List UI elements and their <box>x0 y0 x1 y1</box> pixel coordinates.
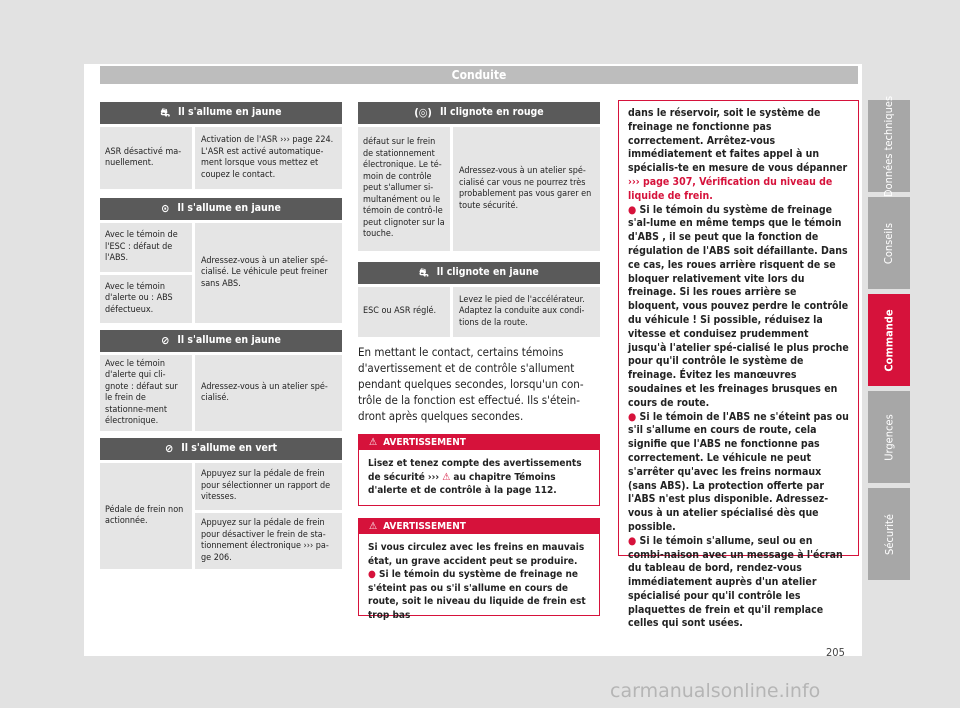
section-header <box>100 66 858 84</box>
table-cell: Pédale de frein non actionnée. <box>100 463 192 569</box>
warning-triangle-icon: ⚠ <box>442 471 451 483</box>
abs-icon: ⊙ <box>161 202 170 216</box>
body-paragraph: En mettant le contact, certains témoins d'avertissement et de contrôle s'allument pendant quelques secondes, lorsqu'un con-trôle de la fonction est effectué. Ils s'étein-dront après quelques secondes. <box>358 345 584 423</box>
table-asr <box>100 102 342 189</box>
table-cell: Avec le témoin d'alerte qui cli-gnote : défaut sur le frein de stationne-ment électronique. <box>100 355 192 431</box>
page-number: 205 <box>826 646 845 659</box>
tab-urgences[interactable]: Urgences <box>868 391 910 483</box>
table-parking-header: ⊘ Il s'allume en jaune <box>100 330 342 352</box>
table-cell: Adressez-vous à un atelier spé-cialisé. <box>195 355 342 431</box>
brake-warning-icon: (◎) <box>414 106 432 120</box>
warning-box-1 <box>358 434 600 506</box>
table-esc <box>358 262 600 337</box>
esc-icon: ⛐ <box>419 266 429 280</box>
table-abs <box>100 198 342 323</box>
table-red-header: (◎) Il clignote en rouge <box>358 102 600 124</box>
warning-text: dans le réservoir, soit le système de freinage ne fonctionne pas correctement. Arrêtez-vous immédiatement et faites appel à un spécialis-te en mesure de vous dépanner <box>628 107 848 175</box>
bullet-icon: ● <box>628 534 637 547</box>
bullet-icon: ● <box>628 410 637 423</box>
table-cell: ESC ou ASR réglé. <box>358 287 450 337</box>
section-title: Conduite <box>451 68 507 82</box>
foot-brake-icon: ⊘ <box>164 442 174 456</box>
table-cell: Appuyez sur la pédale de frein pour désactiver le frein de sta-tionnement électronique ››› pa-ge 206. <box>195 513 342 569</box>
table-cell: Activation de l'ASR ››› page 224. L'ASR est activé automatique-ment lorsque vous mettez et coupez le contact. <box>195 127 342 189</box>
table-cell: Avec le témoin d'alerte ou : ABS défectueux. <box>100 275 192 324</box>
parking-brake-icon: ⊘ <box>161 334 170 348</box>
warning-intro: Si vous circulez avec les freins en mauvais état, un grave accident peut se produire. <box>368 542 585 567</box>
warning-bullet: Si le témoin du système de freinage s'al-lume en même temps que le témoin d'ABS , il se peut que la fonction de régulation de l'ABS soit défaillante. Dans ce cas, les roues arrière risquent de se bloquer relativement vite lors du freinage. Si les roues arrière se bloquent, vous pouvez perdre le contrôle du véhicule ! Si possible, réduisez la vitesse et conduisez prudemment jusqu'à l'atelier spé-cialisé le plus proche pour qu'il contrôle le système de freinage. Évitez les manœuvres soudaines et les freinages brusques en cours de route. <box>628 203 849 409</box>
tab-conseils[interactable]: Conseils <box>868 197 910 289</box>
table-asr-header: ⛐ Il s'allume en jaune <box>100 102 342 124</box>
bullet-icon: ● <box>368 569 376 580</box>
asr-off-icon: ⛐ <box>160 106 170 120</box>
warning-link[interactable]: au chapitre Témoins d'alerte et de contrôle à la page 112. <box>368 471 557 496</box>
table-esc-header: ⛐ Il clignote en jaune <box>358 262 600 284</box>
table-cell: Adressez-vous à un atelier spé-cialisé. Le véhicule peut freiner sans ABS. <box>195 223 342 323</box>
table-red-blink <box>358 102 600 251</box>
bullet-icon: ● <box>628 203 637 216</box>
table-cell: Adressez-vous à un atelier spé-cialisé car vous ne pourrez très probablement pas vous garer en toute sécurité. <box>453 127 600 251</box>
warning-header: ⚠ AVERTISSEMENT <box>359 519 599 534</box>
table-cell: Avec le témoin de l'ESC : défaut de l'ABS. <box>100 223 192 272</box>
warning-continuation <box>618 100 859 630</box>
tab-commande[interactable]: Commande <box>868 294 910 386</box>
table-cell: défaut sur le frein de stationnement électronique. Le té-moin de contrôle peut s'allumer si-multanément ou le témoin de contrô-le peut clignoter sur la touche. <box>358 127 450 251</box>
warning-bullet: Si le témoin du système de freinage ne s'éteint pas ou s'il s'allume en cours de route, soit le niveau du liquide de frein est trop bas <box>368 569 586 621</box>
warning-bullet: Si le témoin s'allume, seul ou en combi-naison avec un message à l'écran du tableau de bord, rendez-vous immédiatement auprès d'un atelier spécialisé pour qu'il contrôle les plaquettes de frein et qu'il remplace celles qui sont usées. <box>628 534 843 630</box>
table-cell: Levez le pied de l'accélérateur. Adaptez la conduite aux condi-tions de la route. <box>453 287 600 337</box>
tab-donnees-techniques[interactable]: Données techniques <box>868 100 910 192</box>
warning-box-2 <box>358 518 600 621</box>
table-brake-pedal <box>100 438 342 569</box>
warning-triangle-icon: ⚠ <box>369 521 378 532</box>
table-green-header: ⊘ Il s'allume en vert <box>100 438 342 460</box>
warning-triangle-icon: ⚠ <box>369 437 378 448</box>
table-abs-header: ⊙ Il s'allume en jaune <box>100 198 342 220</box>
page-link[interactable]: ››› page 307, Vérification du niveau de liquide de frein. <box>628 175 833 202</box>
warning-bullet: Si le témoin de l'ABS ne s'éteint pas ou s'il s'allume en cours de route, cela signifie que l'ABS ne fonctionne pas correctement. Le véhicule ne peut s'arrêter qu'avec les freins normaux (sans ABS). La protection offerte par l'ABS n'est plus disponible. Adressez-vous à un atelier spécialisé dès que possible. <box>628 410 849 533</box>
warning-header: ⚠ AVERTISSEMENT <box>359 435 599 450</box>
table-cell: Appuyez sur la pédale de frein pour sélectionner un rapport de vitesses. <box>195 463 342 510</box>
table-parking-brake <box>100 330 342 431</box>
watermark: carmanualsonline.info <box>610 680 821 702</box>
table-cell: ASR désactivé ma-nuellement. <box>100 127 192 189</box>
tab-securite[interactable]: Sécurité <box>868 488 910 580</box>
warning-text: Lisez et tenez compte des avertissements de sécurité ››› <box>368 458 582 483</box>
